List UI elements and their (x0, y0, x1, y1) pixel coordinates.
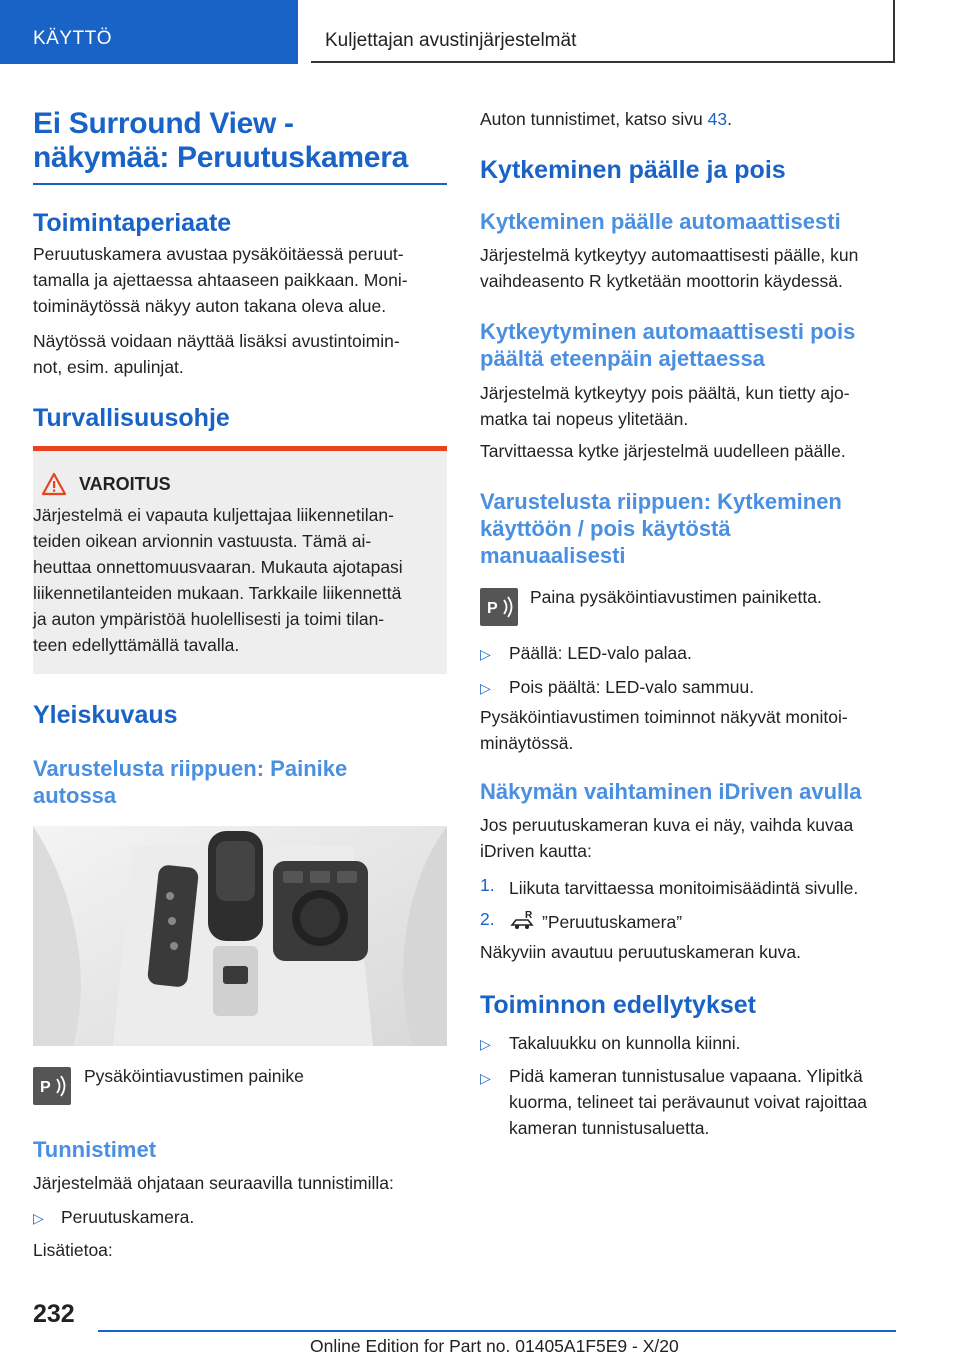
text-line: Järjestelmä kytkeytyy pois päältä, kun tietty ajo- (480, 383, 850, 403)
parking-assist-button-icon (33, 1067, 71, 1105)
text-line: vaihdeasento R kytketään moottorin käydessä. (480, 271, 843, 291)
sensors-reference-end: . (727, 109, 732, 129)
section-title: KÄYTTÖ (33, 28, 113, 49)
condition-2 (509, 1063, 909, 1141)
bullet-arrow-icon: ▷ (33, 1210, 44, 1226)
step-2-text: ”Peruutuskamera” (542, 912, 683, 932)
heading-toimintaperiaate: Toimintaperiaate (33, 209, 232, 237)
auto-on-text (480, 242, 910, 294)
rear-camera-icon (510, 909, 536, 931)
warning-title: VAROITUS (79, 474, 171, 494)
text-line: Näytössä voidaan näyttää lisäksi avustintoimin- (33, 331, 400, 351)
subheading-button-in-car (33, 755, 347, 809)
text-line: teiden oikean arvionnin vastuusta. Tämä ai- (33, 531, 372, 551)
text-line: heuttaa onnettomuusvaaran. Mukauta ajotapasi (33, 557, 403, 577)
bullet-arrow-icon: ▷ (480, 680, 491, 696)
heading-line: päältä eteenpäin ajettaessa (480, 346, 765, 371)
sensors-reference (480, 106, 732, 132)
auto-off-text (480, 380, 910, 432)
step-number: 1. (480, 875, 495, 895)
step-1-text: Liikuta tarvittaessa monitoimisäädintä sivulle. (509, 878, 859, 898)
text-line: ja auton ympäristöä huolellisesti ja toimi tilan- (33, 609, 385, 629)
more-info: Lisätietoa: (33, 1240, 113, 1260)
page-title-line2: näkymää: Peruutuskamera (33, 141, 408, 174)
text-line: Peruutuskamera avustaa pysäköitäessä peruut- (33, 244, 404, 264)
text-line: Järjestelmä kytkeytyy automaattisesti päälle, kun (480, 245, 859, 265)
heading-line: Kytkeytyminen automaattisesti pois (480, 319, 856, 344)
svg-text:P: P (40, 1079, 51, 1096)
subheading-line: autossa (33, 783, 117, 808)
heading-manual (480, 488, 842, 569)
warning-text (33, 502, 453, 658)
edition-note: Online Edition for Part no. 01405A1F5E9 - X/20 (310, 1336, 679, 1356)
text-line: matka tai nopeus ylitetään. (480, 409, 689, 429)
heading-yleiskuvaus: Yleiskuvaus (33, 701, 178, 729)
console-photo (33, 826, 447, 1046)
text-line: not, esim. apulinjat. (33, 357, 184, 377)
manual-press-text: Paina pysäköintiavustimen painiketta. (530, 587, 822, 607)
bullet-arrow-icon: ▷ (480, 1036, 491, 1052)
center-console-illustration (33, 826, 447, 1046)
title-rule (33, 183, 447, 185)
text-line: toiminäytössä näkyy auton takana oleva alue. (33, 296, 387, 316)
text-line: kuorma, telineet tai perävaunut voivat rajoittaa (509, 1092, 867, 1112)
parking-assist-button-icon (480, 588, 518, 626)
text-line: Jos peruutuskameran kuva ei näy, vaihda kuvaa (480, 815, 854, 835)
page-link-43[interactable]: 43 (707, 109, 728, 129)
paragraph-principle (33, 241, 453, 319)
section-tab (0, 0, 298, 64)
heading-line: manuaalisesti (480, 543, 626, 568)
bullet-led-on: Päällä: LED-valo palaa. (509, 643, 692, 663)
svg-text:R: R (525, 910, 533, 921)
heading-line: käyttöön / pois käytöstä (480, 516, 731, 541)
button-caption: Pysäköintiavustimen painike (84, 1066, 304, 1086)
text-line: minäytössä. (480, 733, 574, 753)
sensor-item: Peruutuskamera. (61, 1207, 195, 1227)
heading-turvallisuus: Turvallisuusohje (33, 404, 230, 432)
bullet-arrow-icon: ▷ (480, 646, 491, 662)
page-title-line1: Ei Surround View - (33, 107, 294, 140)
text-line: Järjestelmä ei vapauta kuljettajaa liikennetilan- (33, 505, 394, 525)
idrive-intro (480, 812, 910, 864)
text-line: liikennetilanteiden mukaan. Tarkkaile liikennettä (33, 583, 402, 603)
heading-tunnistimet: Tunnistimet (33, 1137, 157, 1162)
warning-box (33, 446, 447, 674)
footer-rule (98, 1330, 896, 1332)
step-number: 2. (480, 909, 495, 929)
sensors-reference-text: Auton tunnistimet, katso sivu (480, 109, 708, 129)
text-line: kameran tunnistusaluetta. (509, 1118, 710, 1138)
heading-idrive: Näkymän vaihtaminen iDriven avulla (480, 779, 862, 804)
auto-off-text2: Tarvittaessa kytke järjestelmä uudelleen päälle. (480, 441, 846, 461)
heading-kytkeminen: Kytkeminen päälle ja pois (480, 156, 786, 184)
text-line: tamalla ja ajettaessa ahtaaseen paikkaan. Moni- (33, 270, 408, 290)
text-line: Pidä kameran tunnistusalue vapaana. Ylipitkä (509, 1066, 863, 1086)
chapter-title: Kuljettajan avustinjärjestelmät (325, 30, 577, 51)
heading-auto-on: Kytkeminen päälle automaattisesti (480, 209, 841, 234)
functions-text (480, 704, 910, 756)
heading-auto-off (480, 318, 855, 372)
sensors-intro: Järjestelmää ohjataan seuraavilla tunnistimilla: (33, 1173, 394, 1193)
svg-text:P: P (487, 600, 498, 617)
warning-triangle-icon (41, 472, 67, 496)
idrive-result: Näkyviin avautuu peruutuskameran kuva. (480, 942, 802, 962)
text-line: Pysäköintiavustimen toiminnot näkyvät monitoi- (480, 707, 848, 727)
warning-bar (33, 446, 447, 451)
chapter-header (311, 0, 895, 63)
page-number: 232 (33, 1300, 75, 1328)
page-title (33, 107, 408, 175)
text-line: teen edellyttämällä tavalla. (33, 635, 240, 655)
bullet-led-off: Pois päältä: LED-valo sammuu. (509, 677, 755, 697)
heading-edellytykset: Toiminnon edellytykset (480, 991, 756, 1019)
condition-1: Takaluukku on kunnolla kiinni. (509, 1033, 741, 1053)
subheading-line: Varustelusta riippuen: Painike (33, 756, 348, 781)
bullet-arrow-icon: ▷ (480, 1070, 491, 1086)
heading-line: Varustelusta riippuen: Kytkeminen (480, 489, 842, 514)
paragraph-display (33, 328, 453, 380)
text-line: iDriven kautta: (480, 841, 592, 861)
